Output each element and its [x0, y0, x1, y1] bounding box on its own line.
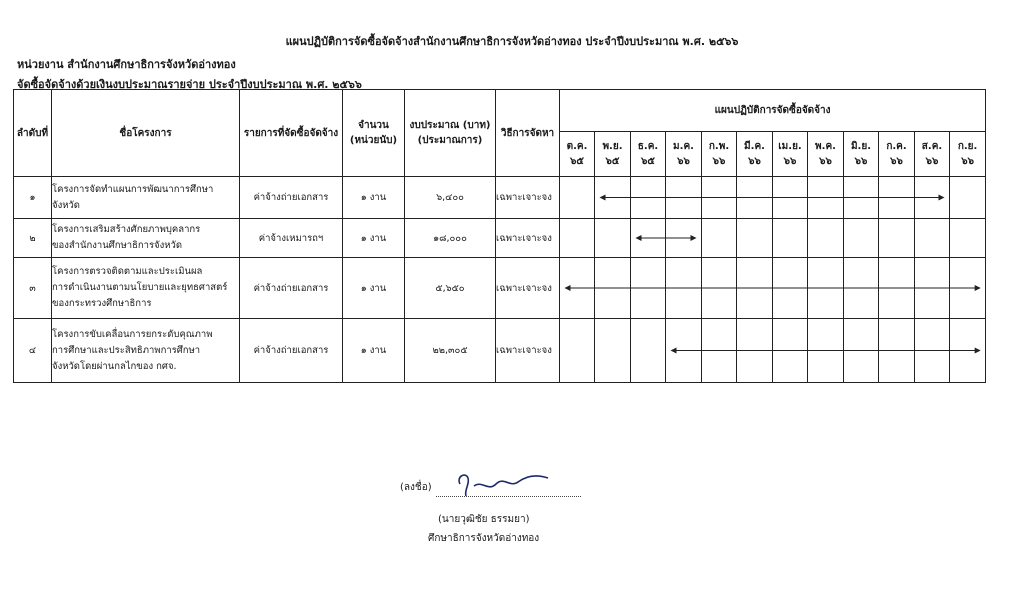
- month-cell: [915, 177, 950, 219]
- month-cell: [737, 177, 773, 219]
- signer-position: ศึกษาธิการจังหวัดอ่างทอง: [428, 533, 540, 544]
- row-seq: ๔: [14, 319, 52, 383]
- row-quantity: ๑ งาน: [343, 258, 405, 319]
- month-cell: [773, 319, 808, 383]
- month-cell: [631, 177, 666, 219]
- header-budget: [405, 90, 496, 177]
- document-title: แผนปฏิบัติการจัดซื้อจัดจ้างสำนักงานศึกษาธิการจังหวัดอ่างทอง ประจำปีงบประมาณ พ.ศ. ๒๕๖๖: [285, 35, 739, 48]
- month-name: ก.ย.: [957, 141, 978, 152]
- month-cell: [879, 319, 915, 383]
- month-year: ๖๖: [854, 156, 868, 167]
- row-quantity: ๑ งาน: [343, 319, 405, 383]
- month-year: ๖๖: [712, 156, 726, 167]
- month-header: [595, 132, 631, 177]
- handwritten-signature: [452, 468, 562, 502]
- month-year: ๖๖: [925, 156, 939, 167]
- header-item: รายการที่จัดซื้อจัดจ้าง: [240, 90, 343, 177]
- row-quantity: ๑ งาน: [343, 219, 405, 258]
- month-header: [773, 132, 808, 177]
- month-cell: [666, 258, 702, 319]
- month-cell: [737, 219, 773, 258]
- month-name: ต.ค.: [566, 141, 588, 152]
- month-header: [808, 132, 844, 177]
- header-budget-line1: งบประมาณ (บาท): [409, 120, 491, 131]
- month-cell: [844, 319, 879, 383]
- month-cell: [808, 177, 844, 219]
- row-seq: ๒: [14, 219, 52, 258]
- header-seq: ลำดับที่: [14, 90, 52, 177]
- agency-line: หน่วยงาน สำนักงานศึกษาธิการจังหวัดอ่างทอง: [17, 58, 236, 71]
- month-cell: [950, 319, 986, 383]
- month-cell: [631, 319, 666, 383]
- month-cell: [595, 219, 631, 258]
- header-quantity-line2: (หน่วยนับ): [349, 135, 398, 146]
- month-cell: [666, 319, 702, 383]
- month-name: ก.พ.: [708, 141, 730, 152]
- month-cell: [666, 177, 702, 219]
- month-cell: [702, 258, 737, 319]
- month-cell: [560, 219, 595, 258]
- month-cell: [915, 219, 950, 258]
- month-name: ม.ค.: [673, 141, 694, 152]
- row-quantity: ๑ งาน: [343, 177, 405, 219]
- project-line: จังหวัด: [52, 199, 80, 211]
- month-year: ๖๖: [819, 156, 832, 167]
- month-year: ๖๖: [890, 156, 903, 167]
- signature-block: [400, 480, 432, 495]
- month-year: ๖๕: [570, 156, 584, 167]
- row-project: [52, 319, 240, 383]
- month-cell: [844, 219, 879, 258]
- table-row: [14, 319, 986, 383]
- row-seq: ๑: [14, 177, 52, 219]
- month-cell: [737, 319, 773, 383]
- project-line: การศึกษาและประสิทธิภาพการศึกษา: [52, 344, 201, 356]
- month-cell: [808, 258, 844, 319]
- header-method: วิธีการจัดหา: [496, 90, 560, 177]
- row-budget: ๒๒,๓๐๕: [405, 319, 496, 383]
- row-item: ค่าจ้างเหมารถฯ: [240, 219, 343, 258]
- project-line: การดำเนินงานตามนโยบายและยุทธศาสตร์: [52, 282, 228, 293]
- month-header: [950, 132, 986, 177]
- row-method: เฉพาะเจาะจง: [496, 219, 560, 258]
- month-name: ธ.ค.: [637, 141, 659, 152]
- signer-name: (นายวุฒิชัย ธรรมยา): [438, 514, 530, 525]
- month-cell: [915, 319, 950, 383]
- row-method: เฉพาะเจาะจง: [496, 258, 560, 319]
- month-cell: [844, 177, 879, 219]
- month-name: มิ.ย.: [850, 141, 872, 152]
- month-cell: [844, 258, 879, 319]
- row-budget: ๑๘,๐๐๐: [405, 219, 496, 258]
- header-plan: แผนปฏิบัติการจัดซื้อจัดจ้าง: [560, 90, 986, 132]
- month-cell: [595, 258, 631, 319]
- month-name: พ.ค.: [815, 141, 836, 152]
- month-year: ๖๕: [641, 156, 655, 167]
- month-cell: [773, 177, 808, 219]
- month-header: [844, 132, 879, 177]
- row-project: [52, 177, 240, 219]
- month-year: ๖๖: [748, 156, 761, 167]
- table-row: [14, 219, 986, 258]
- project-line: ของกระทรวงศึกษาธิการ: [52, 298, 152, 309]
- month-name: เม.ย.: [778, 141, 802, 152]
- month-cell: [702, 319, 737, 383]
- month-cell: [879, 219, 915, 258]
- row-budget: ๖,๔๐๐: [405, 177, 496, 219]
- row-method: เฉพาะเจาะจง: [496, 177, 560, 219]
- month-header: [666, 132, 702, 177]
- header-quantity: [343, 90, 405, 177]
- month-header: [737, 132, 773, 177]
- header-quantity-line1: จำนวน: [358, 120, 389, 131]
- row-item: ค่าจ้างถ่ายเอกสาร: [240, 258, 343, 319]
- month-header: [915, 132, 950, 177]
- month-cell: [631, 258, 666, 319]
- month-cell: [773, 219, 808, 258]
- row-item: ค่าจ้างถ่ายเอกสาร: [240, 319, 343, 383]
- table-row: [14, 177, 986, 219]
- month-header: [879, 132, 915, 177]
- month-header: [631, 132, 666, 177]
- month-cell: [808, 319, 844, 383]
- month-year: ๖๖: [677, 156, 690, 167]
- project-line: โครงการขับเคลื่อนการยกระดับคุณภาพ: [52, 328, 213, 340]
- month-cell: [560, 258, 595, 319]
- month-name: ส.ค.: [921, 141, 943, 152]
- budget-subtitle: จัดซื้อจัดจ้างด้วยเงินงบประมาณรายจ่าย ประจำปีงบประมาณ พ.ศ. ๒๕๖๖: [17, 78, 362, 91]
- row-seq: ๓: [14, 258, 52, 319]
- project-line: ของสำนักงานศึกษาธิการจังหวัด: [52, 240, 183, 251]
- row-method: เฉพาะเจาะจง: [496, 319, 560, 383]
- month-cell: [560, 319, 595, 383]
- month-cell: [950, 177, 986, 219]
- month-cell: [702, 219, 737, 258]
- row-item: ค่าจ้างถ่ายเอกสาร: [240, 177, 343, 219]
- month-cell: [915, 258, 950, 319]
- month-year: ๖๖: [961, 156, 974, 167]
- header-budget-line2: (ประมาณการ): [417, 135, 483, 146]
- month-cell: [666, 219, 702, 258]
- month-cell: [773, 258, 808, 319]
- month-cell: [560, 177, 595, 219]
- procurement-plan-table: [13, 89, 986, 383]
- month-cell: [950, 219, 986, 258]
- row-budget: ๕,๖๕๐: [405, 258, 496, 319]
- signature-label: (ลงชื่อ): [400, 482, 432, 493]
- project-line: จังหวัดโดยผ่านกลไกของ กศจ.: [52, 360, 177, 372]
- month-year: ๖๕: [605, 156, 620, 167]
- month-header: [560, 132, 595, 177]
- month-cell: [879, 258, 915, 319]
- row-project: [52, 219, 240, 258]
- table-row: [14, 258, 986, 319]
- month-name: พ.ย.: [602, 141, 623, 152]
- month-cell: [595, 319, 631, 383]
- month-header: [702, 132, 737, 177]
- project-line: โครงการจัดทำแผนการพัฒนาการศึกษา: [52, 183, 214, 195]
- month-name: มี.ค.: [744, 141, 765, 152]
- project-line: โครงการเสริมสร้างศักยภาพบุคลากร: [52, 224, 201, 235]
- month-year: ๖๖: [783, 156, 797, 167]
- row-project: [52, 258, 240, 319]
- header-project: ชื่อโครงการ: [52, 90, 240, 177]
- month-cell: [737, 258, 773, 319]
- month-name: ก.ค.: [886, 141, 907, 152]
- month-cell: [808, 219, 844, 258]
- month-cell: [595, 177, 631, 219]
- month-cell: [702, 177, 737, 219]
- project-line: โครงการตรวจติดตามและประเมินผล: [52, 266, 203, 277]
- month-cell: [950, 258, 986, 319]
- month-cell: [631, 219, 666, 258]
- month-cell: [879, 177, 915, 219]
